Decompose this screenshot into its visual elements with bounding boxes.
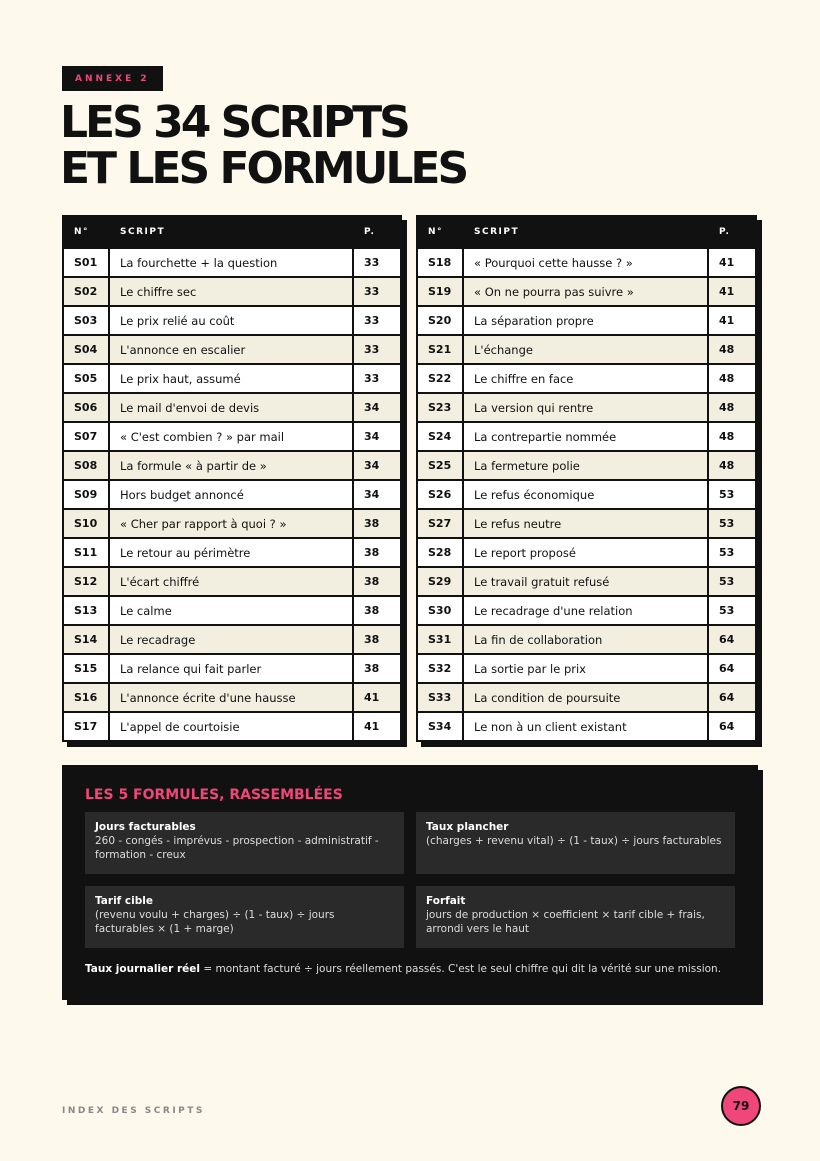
- table-row: [63, 248, 401, 277]
- page-number-cell: 64: [708, 625, 756, 654]
- script-number-cell: S33: [417, 683, 463, 712]
- page-number-cell: 38: [353, 625, 401, 654]
- script-title-cell: Le chiffre en face: [463, 364, 708, 393]
- formula-box: [85, 812, 404, 874]
- script-title-cell: Le refus économique: [463, 480, 708, 509]
- page-number-cell: 38: [353, 596, 401, 625]
- table-row: [417, 364, 756, 393]
- script-number-cell: S28: [417, 538, 463, 567]
- script-number-cell: S10: [63, 509, 109, 538]
- page-number-cell: 33: [353, 277, 401, 306]
- page-title: [60, 97, 467, 194]
- script-title-cell: La fin de collaboration: [463, 625, 708, 654]
- script-number-cell: S08: [63, 451, 109, 480]
- column-header-page: P.: [708, 216, 756, 248]
- page-number-cell: 33: [353, 335, 401, 364]
- script-title-cell: Le recadrage d'une relation: [463, 596, 708, 625]
- scripts-table-left: [62, 215, 402, 742]
- page-number-cell: 38: [353, 654, 401, 683]
- table-row: [417, 422, 756, 451]
- script-title-cell: Le chiffre sec: [109, 277, 353, 306]
- script-number-cell: S02: [63, 277, 109, 306]
- table-row: [63, 712, 401, 741]
- script-title-cell: Le non à un client existant: [463, 712, 708, 741]
- script-number-cell: S29: [417, 567, 463, 596]
- script-title-cell: La fermeture polie: [463, 451, 708, 480]
- formulas-panel-wrap: [62, 765, 758, 1000]
- page-number-cell: 48: [708, 393, 756, 422]
- script-number-cell: S05: [63, 364, 109, 393]
- script-title-cell: Le travail gratuit refusé: [463, 567, 708, 596]
- column-header-page: P.: [353, 216, 401, 248]
- table-row: [63, 509, 401, 538]
- table-header-row: [63, 216, 401, 248]
- scripts-table-right: [416, 215, 757, 742]
- table-header-row: [417, 216, 756, 248]
- table-row: [63, 683, 401, 712]
- script-number-cell: S27: [417, 509, 463, 538]
- table-row: [63, 364, 401, 393]
- formula-note-text: = montant facturé ÷ jours réellement passés. C'est le seul chiffre qui dit la vérité sur une mission.: [200, 963, 722, 975]
- page-number-cell: 64: [708, 712, 756, 741]
- script-number-cell: S24: [417, 422, 463, 451]
- script-title-cell: La formule « à partir de »: [109, 451, 353, 480]
- table-row: [63, 596, 401, 625]
- script-number-cell: S11: [63, 538, 109, 567]
- formulas-panel: [62, 765, 758, 1000]
- title-line-1: LES 34 SCRIPTS: [60, 97, 408, 148]
- script-title-cell: L'annonce en escalier: [109, 335, 353, 364]
- script-number-cell: S17: [63, 712, 109, 741]
- table-row: [417, 277, 756, 306]
- script-number-cell: S25: [417, 451, 463, 480]
- page-number-cell: 53: [708, 509, 756, 538]
- page-number-cell: 38: [353, 509, 401, 538]
- script-title-cell: « On ne pourra pas suivre »: [463, 277, 708, 306]
- script-number-cell: S14: [63, 625, 109, 654]
- script-number-cell: S03: [63, 306, 109, 335]
- table-row: [417, 451, 756, 480]
- table-row: [417, 248, 756, 277]
- table-row: [417, 393, 756, 422]
- table-row: [63, 451, 401, 480]
- page-number-cell: 64: [708, 654, 756, 683]
- script-title-cell: « C'est combien ? » par mail: [109, 422, 353, 451]
- script-title-cell: La condition de poursuite: [463, 683, 708, 712]
- script-number-cell: S26: [417, 480, 463, 509]
- table-row: [63, 335, 401, 364]
- table-row: [417, 712, 756, 741]
- formula-box: [416, 812, 735, 874]
- page-number-cell: 53: [708, 538, 756, 567]
- page-number-badge: 79: [721, 1086, 761, 1126]
- page-number-cell: 53: [708, 567, 756, 596]
- table-row: [63, 480, 401, 509]
- annex-badge: ANNEXE 2: [62, 66, 163, 91]
- script-title-cell: Le refus neutre: [463, 509, 708, 538]
- script-title-cell: Le prix haut, assumé: [109, 364, 353, 393]
- page-number-cell: 48: [708, 335, 756, 364]
- page-number-cell: 34: [353, 480, 401, 509]
- formula-name: Forfait: [426, 895, 466, 907]
- script-title-cell: Le recadrage: [109, 625, 353, 654]
- script-number-cell: S31: [417, 625, 463, 654]
- table-row: [63, 306, 401, 335]
- table-row: [417, 480, 756, 509]
- formula-box: [85, 886, 404, 948]
- page-number-cell: 41: [708, 306, 756, 335]
- formula-expression: (revenu voulu + charges) ÷ (1 - taux) ÷ jours facturables × (1 + marge): [95, 909, 335, 935]
- script-number-cell: S07: [63, 422, 109, 451]
- table-row: [417, 335, 756, 364]
- script-title-cell: La version qui rentre: [463, 393, 708, 422]
- script-title-cell: « Cher par rapport à quoi ? »: [109, 509, 353, 538]
- script-number-cell: S16: [63, 683, 109, 712]
- script-title-cell: Hors budget annoncé: [109, 480, 353, 509]
- formula-expression: jours de production × coefficient × tarif cible + frais, arrondi vers le haut: [426, 909, 705, 935]
- table-row: [63, 625, 401, 654]
- script-number-cell: S21: [417, 335, 463, 364]
- script-title-cell: La contrepartie nommée: [463, 422, 708, 451]
- script-number-cell: S06: [63, 393, 109, 422]
- page-number-cell: 38: [353, 567, 401, 596]
- table-row: [417, 567, 756, 596]
- page-number-cell: 41: [353, 683, 401, 712]
- column-header-script: SCRIPT: [463, 216, 708, 248]
- page-number-cell: 53: [708, 596, 756, 625]
- script-title-cell: La séparation propre: [463, 306, 708, 335]
- table-row: [417, 596, 756, 625]
- page-number-cell: 41: [353, 712, 401, 741]
- script-title-cell: La sortie par le prix: [463, 654, 708, 683]
- table-row: [417, 625, 756, 654]
- formula-expression: (charges + revenu vital) ÷ (1 - taux) ÷ jours facturables: [426, 835, 722, 847]
- page-number-cell: 48: [708, 364, 756, 393]
- script-title-cell: La fourchette + la question: [109, 248, 353, 277]
- page-number-cell: 41: [708, 248, 756, 277]
- script-title-cell: L'appel de courtoisie: [109, 712, 353, 741]
- script-number-cell: S18: [417, 248, 463, 277]
- page-number-cell: 33: [353, 248, 401, 277]
- script-title-cell: La relance qui fait parler: [109, 654, 353, 683]
- table-row: [63, 538, 401, 567]
- script-number-cell: S01: [63, 248, 109, 277]
- script-number-cell: S09: [63, 480, 109, 509]
- page-number-cell: 33: [353, 364, 401, 393]
- formula-box: [416, 886, 735, 948]
- column-header-number: N°: [63, 216, 109, 248]
- script-title-cell: « Pourquoi cette hausse ? »: [463, 248, 708, 277]
- formula-name: Taux plancher: [426, 821, 509, 833]
- script-number-cell: S04: [63, 335, 109, 364]
- table-row: [63, 567, 401, 596]
- table-row: [417, 538, 756, 567]
- table-row: [417, 683, 756, 712]
- script-number-cell: S22: [417, 364, 463, 393]
- page-number-cell: 34: [353, 422, 401, 451]
- table-row: [417, 509, 756, 538]
- table-row: [417, 306, 756, 335]
- title-line-2: ET LES FORMULES: [60, 143, 467, 194]
- page-number-cell: 34: [353, 393, 401, 422]
- formula-name: Jours facturables: [95, 821, 196, 833]
- scripts-table-right-wrap: [416, 215, 757, 742]
- formula-name: Tarif cible: [95, 895, 153, 907]
- script-title-cell: L'échange: [463, 335, 708, 364]
- script-title-cell: Le report proposé: [463, 538, 708, 567]
- table-row: [417, 654, 756, 683]
- script-number-cell: S12: [63, 567, 109, 596]
- column-header-number: N°: [417, 216, 463, 248]
- script-title-cell: Le mail d'envoi de devis: [109, 393, 353, 422]
- script-title-cell: Le prix relié au coût: [109, 306, 353, 335]
- script-number-cell: S13: [63, 596, 109, 625]
- formulas-grid: [85, 812, 735, 948]
- formula-note: [85, 963, 735, 975]
- page-number-cell: 34: [353, 451, 401, 480]
- table-row: [63, 393, 401, 422]
- table-row: [63, 654, 401, 683]
- page-number-cell: 53: [708, 480, 756, 509]
- table-row: [63, 422, 401, 451]
- page-number-cell: 48: [708, 422, 756, 451]
- formula-expression: 260 - congés - imprévus - prospection - administratif - formation - creux: [95, 835, 379, 861]
- table-row: [63, 277, 401, 306]
- page-number-cell: 64: [708, 683, 756, 712]
- scripts-table-left-wrap: [62, 215, 402, 742]
- script-number-cell: S32: [417, 654, 463, 683]
- script-title-cell: L'écart chiffré: [109, 567, 353, 596]
- script-number-cell: S20: [417, 306, 463, 335]
- page-number-cell: 41: [708, 277, 756, 306]
- footer-section-label: INDEX DES SCRIPTS: [62, 1106, 205, 1116]
- script-number-cell: S15: [63, 654, 109, 683]
- page-number-cell: 33: [353, 306, 401, 335]
- column-header-script: SCRIPT: [109, 216, 353, 248]
- script-number-cell: S19: [417, 277, 463, 306]
- formulas-title: LES 5 FORMULES, RASSEMBLÉES: [85, 787, 343, 803]
- formula-note-label: Taux journalier réel: [85, 963, 200, 975]
- page-number-cell: 48: [708, 451, 756, 480]
- script-number-cell: S30: [417, 596, 463, 625]
- script-title-cell: Le retour au périmètre: [109, 538, 353, 567]
- script-number-cell: S23: [417, 393, 463, 422]
- script-title-cell: Le calme: [109, 596, 353, 625]
- page-number-cell: 38: [353, 538, 401, 567]
- script-number-cell: S34: [417, 712, 463, 741]
- script-title-cell: L'annonce écrite d'une hausse: [109, 683, 353, 712]
